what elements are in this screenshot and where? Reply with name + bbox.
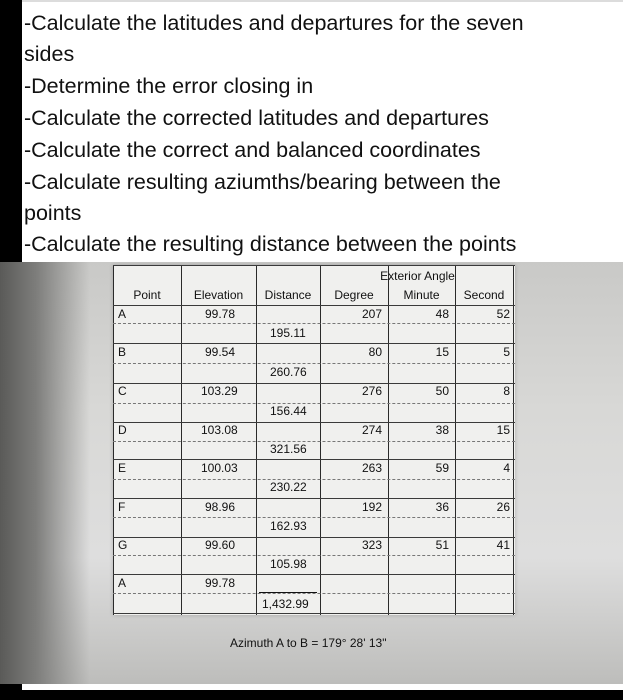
second-cell: 8 — [503, 384, 510, 398]
elevation-cell: 103.08 — [201, 423, 238, 437]
elevation-cell: 99.78 — [205, 307, 236, 321]
minute-cell: 15 — [435, 345, 449, 359]
col-header-point: Point — [133, 288, 161, 302]
point-cell: F — [118, 500, 126, 514]
distance-cell: 321.56 — [270, 442, 307, 456]
instruction-line: -Determine the error closing in — [24, 74, 314, 98]
minute-cell: 59 — [435, 461, 449, 475]
distance-cell: 156.44 — [270, 404, 307, 418]
col-header-minute: Minute — [403, 288, 440, 302]
degree-cell: 323 — [361, 538, 382, 552]
degree-cell: 274 — [361, 423, 382, 437]
point-cell: E — [118, 461, 127, 475]
elevation-cell: 99.60 — [205, 538, 236, 552]
minute-cell: 38 — [435, 423, 449, 437]
instruction-line: -Calculate the correct and balanced coordinates — [24, 138, 481, 162]
minute-cell: 51 — [435, 538, 449, 552]
point-cell: A — [118, 307, 127, 321]
elevation-cell: 103.29 — [201, 384, 238, 398]
second-cell: 52 — [496, 307, 510, 321]
distance-cell: 162.93 — [270, 519, 307, 533]
col-header-distance: Distance — [264, 288, 312, 302]
elevation-cell: 100.03 — [201, 461, 238, 475]
col-header-degree: Degree — [334, 288, 374, 302]
distance-cell: 195.11 — [270, 326, 306, 340]
instructions-panel — [22, 0, 623, 262]
instruction-line: sides — [24, 42, 75, 66]
point-cell: A — [118, 576, 127, 590]
cropped-top-strip — [22, 0, 623, 2]
second-cell: 15 — [496, 423, 510, 437]
azimuth-note: Azimuth A to B = 179° 28' 13" — [230, 636, 387, 650]
distance-cell: 105.98 — [270, 557, 307, 571]
minute-cell: 48 — [435, 307, 449, 321]
instruction-line: -Calculate the corrected latitudes and departures — [24, 106, 489, 130]
second-cell: 26 — [496, 500, 510, 514]
col-header-elevation: Elevation — [193, 288, 244, 302]
distance-cell: 230.22 — [270, 480, 307, 494]
col-header-second: Second — [463, 288, 505, 302]
photo-shadow — [0, 262, 90, 684]
degree-cell: 276 — [361, 384, 382, 398]
degree-cell: 263 — [361, 461, 382, 475]
minute-cell: 36 — [435, 500, 449, 514]
distance-cell: 260.76 — [270, 365, 307, 379]
degree-cell: 207 — [361, 307, 382, 321]
elevation-cell: 98.96 — [205, 500, 236, 514]
elevation-cell: 99.78 — [205, 576, 236, 590]
point-cell: C — [118, 384, 127, 398]
elevation-cell: 99.54 — [205, 345, 236, 359]
point-cell: G — [118, 538, 128, 552]
second-cell: 4 — [503, 461, 510, 475]
bottom-strip — [22, 684, 623, 690]
minute-cell: 50 — [435, 384, 449, 398]
second-cell: 41 — [496, 538, 510, 552]
instruction-line: points — [24, 201, 82, 225]
second-cell: 5 — [503, 345, 510, 359]
instruction-line: -Calculate resulting aziumths/bearing between the — [24, 170, 501, 194]
degree-cell: 192 — [361, 500, 382, 514]
degree-cell: 80 — [368, 345, 382, 359]
total-distance-cell: 1,432.99 — [262, 597, 309, 611]
point-cell: B — [118, 345, 127, 359]
survey-table — [113, 265, 515, 615]
instruction-line: -Calculate the latitudes and departures for the seven — [24, 11, 524, 35]
instruction-line: -Calculate the resulting distance between the points — [24, 232, 517, 256]
point-cell: D — [118, 423, 127, 437]
exterior-angle-header: Exterior Angle — [380, 269, 455, 283]
